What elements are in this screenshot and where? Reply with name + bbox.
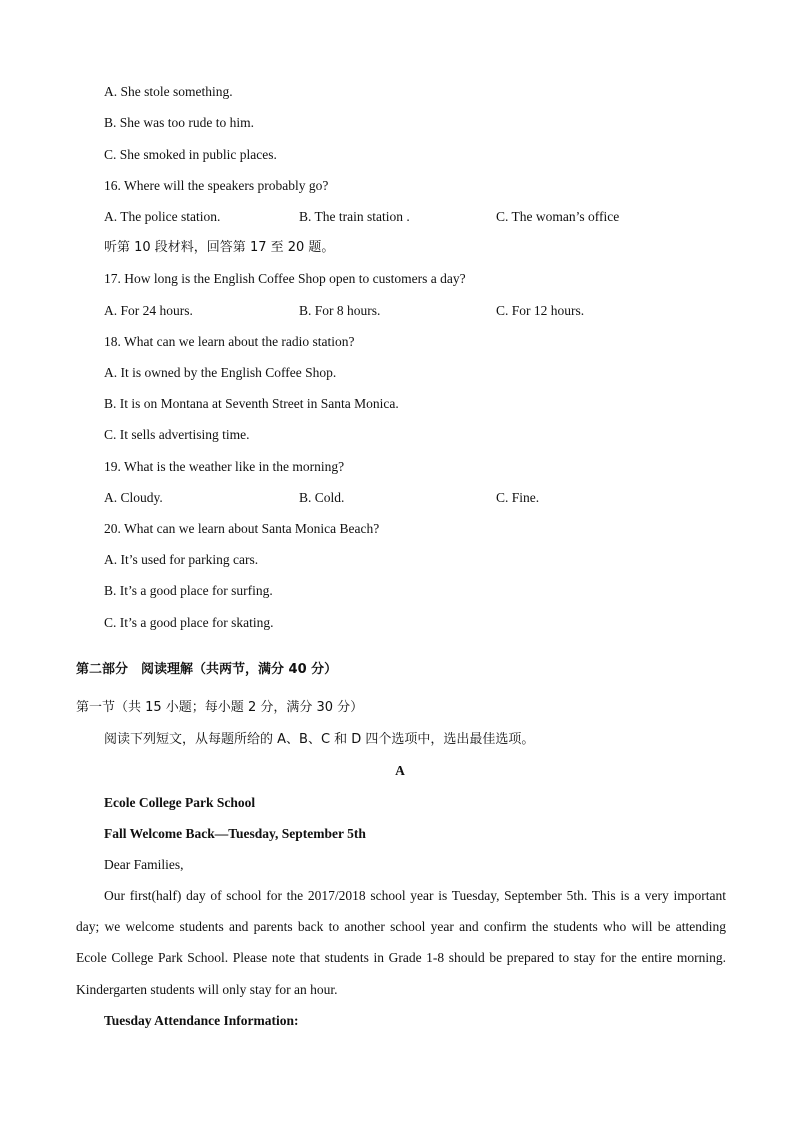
- q16-option-a: A. The police station.: [104, 209, 221, 224]
- event-title: Fall Welcome Back—Tuesday, September 5th: [104, 826, 366, 841]
- question-20: 20. What can we learn about Santa Monica Beach?: [104, 521, 380, 536]
- q15-option-c: C. She smoked in public places.: [104, 147, 277, 162]
- section-1-heading: 第一节（共 15 小题；每小题 2 分，满分 30 分）: [76, 700, 364, 715]
- passage-paragraph: Our first(half) day of school for the 2017/2018 school year is Tuesday, September 5th. This is a very important day; we welcome students and parents back to another school year and confirm the students who will be attending Ecole College Park School. Please note that students in Grade 1-8 should be prepared to stay for the entire morning. Kindergarten students will only stay for an hour.: [76, 888, 726, 997]
- question-18: 18. What can we learn about the radio station?: [104, 334, 355, 349]
- q19-option-c: C. Fine.: [496, 490, 540, 505]
- q16-option-b: B. The train station .: [299, 209, 410, 224]
- attendance-heading: Tuesday Attendance Information:: [104, 1013, 299, 1028]
- q15-option-b: B. She was too rude to him.: [104, 115, 254, 130]
- q16-option-c: C. The woman’s office: [496, 209, 620, 224]
- q17-option-c: C. For 12 hours.: [496, 303, 585, 318]
- q19-option-a: A. Cloudy.: [104, 490, 163, 505]
- q20-option-a: A. It’s used for parking cars.: [104, 552, 259, 567]
- q18-option-b: B. It is on Montana at Seventh Street in Santa Monica.: [104, 396, 399, 411]
- q18-option-a: A. It is owned by the English Coffee Shop.: [104, 365, 337, 380]
- passage-letter: A: [395, 763, 405, 778]
- school-name: Ecole College Park School: [104, 795, 256, 810]
- greeting: Dear Families,: [104, 857, 184, 872]
- q18-option-c: C. It sells advertising time.: [104, 427, 250, 442]
- question-17: 17. How long is the English Coffee Shop open to customers a day?: [104, 271, 466, 286]
- part-2-heading: 第二部分 阅读理解（共两节，满分 40 分）: [76, 662, 338, 677]
- question-16: 16. Where will the speakers probably go?: [104, 178, 329, 193]
- q19-option-b: B. Cold.: [299, 490, 345, 505]
- section-10-instruction: 听第 10 段材料，回答第 17 至 20 题。: [104, 240, 335, 255]
- q17-option-b: B. For 8 hours.: [299, 303, 381, 318]
- question-19: 19. What is the weather like in the morning?: [104, 459, 345, 474]
- q15-option-a: A. She stole something.: [104, 84, 233, 99]
- reading-instruction: 阅读下列短文，从每题所给的 A、B、C 和 D 四个选项中，选出最佳选项。: [104, 732, 535, 747]
- q20-option-c: C. It’s a good place for skating.: [104, 615, 274, 630]
- q20-option-b: B. It’s a good place for surfing.: [104, 583, 273, 598]
- q17-option-a: A. For 24 hours.: [104, 303, 193, 318]
